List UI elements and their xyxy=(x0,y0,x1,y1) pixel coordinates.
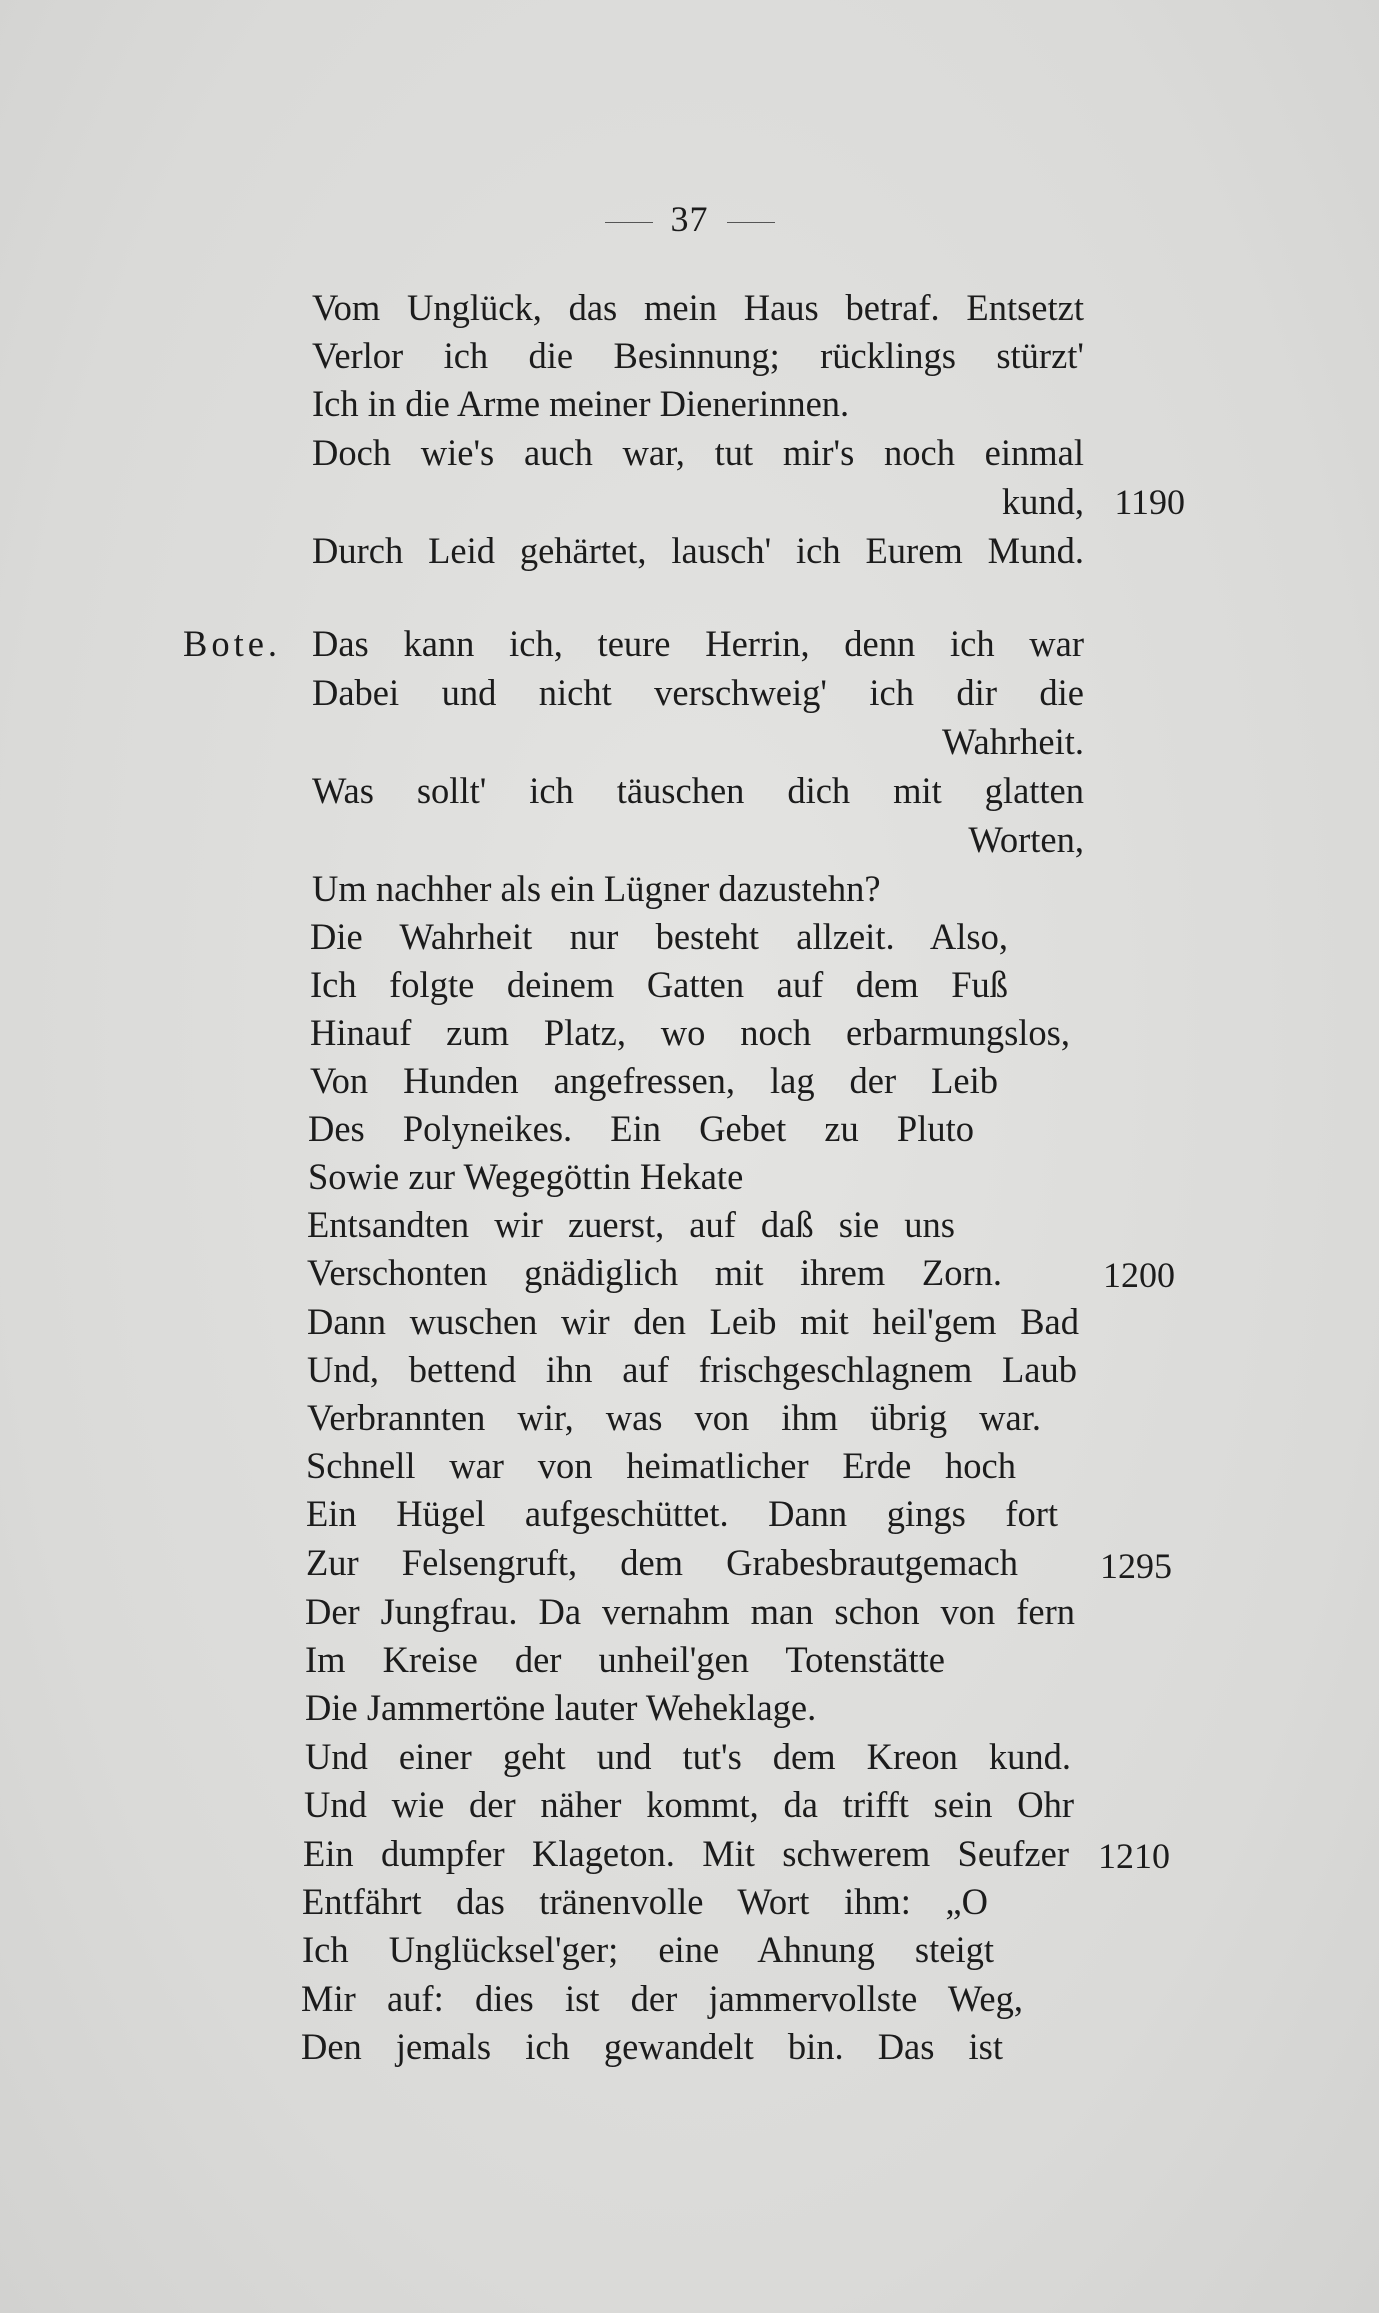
line-number: 1295 xyxy=(1100,1546,1172,1586)
page-number: 37 xyxy=(0,198,1379,240)
verse-line: Entfährt das tränenvolle Wort ihm: „O xyxy=(302,1881,988,1922)
verse-line: Des Polyneikes. Ein Gebet zu Pluto xyxy=(308,1108,974,1149)
page-number-dash-left xyxy=(605,222,653,223)
verse-line: Um nachher als ein Lügner dazustehn? xyxy=(312,868,881,909)
line-number: 1210 xyxy=(1098,1836,1170,1876)
verse-line: Sowie zur Wegegöttin Hekate xyxy=(308,1156,744,1197)
verse-line: Entsandten wir zuerst, auf daß sie uns xyxy=(307,1204,955,1245)
verse-line: Ich Unglücksel'ger; eine Ahnung steigt xyxy=(302,1929,994,1970)
verse-line: Doch wie's auch war, tut mir's noch einmal xyxy=(312,432,1084,473)
page-number-dash-right xyxy=(727,222,775,223)
verse-line: Schnell war von heimatlicher Erde hoch xyxy=(306,1445,1016,1486)
verse-line: Dabei und nicht verschweig' ich dir die xyxy=(312,672,1084,713)
line-number: 1190 xyxy=(1114,482,1185,522)
verse-line: Der Jungfrau. Da vernahm man schon von fern xyxy=(305,1591,1075,1632)
verse-line: Das kann ich, teure Herrin, denn ich war xyxy=(312,623,1084,664)
verse-line: Ein Hügel aufgeschüttet. Dann gings fort xyxy=(306,1493,1058,1534)
verse-line: Durch Leid gehärtet, lausch' ich Eurem Mund. xyxy=(312,530,1084,571)
verse-line: Die Wahrheit nur besteht allzeit. Also, xyxy=(310,916,1008,957)
verse-line-continuation: Worten, xyxy=(968,819,1084,860)
verse-line: Und einer geht und tut's dem Kreon kund. xyxy=(305,1736,1071,1777)
verse-line: Verschonten gnädiglich mit ihrem Zorn. xyxy=(307,1252,1002,1293)
speaker-label: Bote. xyxy=(183,623,282,664)
verse-line-continuation: kund, xyxy=(1001,481,1084,522)
verse-line: Mir auf: dies ist der jammervollste Weg, xyxy=(301,1978,1023,2019)
verse-line: Von Hunden angefressen, lag der Leib xyxy=(310,1060,998,1101)
verse-line: Was sollt' ich täuschen dich mit glatten xyxy=(312,770,1084,811)
verse-line: Und wie der näher kommt, da trifft sein Ohr xyxy=(304,1784,1074,1825)
verse-line: Verbrannten wir, was von ihm übrig war. xyxy=(307,1397,1041,1438)
verse-line: Die Jammertöne lauter Weheklage. xyxy=(305,1687,817,1728)
verse-line: Im Kreise der unheil'gen Totenstätte xyxy=(305,1639,945,1680)
verse-line-continuation: Wahrheit. xyxy=(942,721,1084,762)
verse-line: Ich in die Arme meiner Dienerinnen. xyxy=(312,383,850,424)
verse-line: Dann wuschen wir den Leib mit heil'gem Bad xyxy=(307,1301,1079,1342)
verse-line: Zur Felsengruft, dem Grabesbrautgemach xyxy=(306,1542,1018,1583)
verse-line: Den jemals ich gewandelt bin. Das ist xyxy=(301,2026,1003,2067)
verse-line: Verlor ich die Besinnung; rücklings stürzt' xyxy=(312,335,1084,376)
verse-line: Ein dumpfer Klageton. Mit schwerem Seufzer xyxy=(303,1833,1069,1874)
verse-line: Hinauf zum Platz, wo noch erbarmungslos, xyxy=(310,1012,1070,1053)
verse-line: Ich folgte deinem Gatten auf dem Fuß xyxy=(310,964,1008,1005)
line-number: 1200 xyxy=(1103,1255,1175,1295)
verse-line: Und, bettend ihn auf frischgeschlagnem Laub xyxy=(307,1349,1077,1390)
verse-line: Vom Unglück, das mein Haus betraf. Entsetzt xyxy=(312,287,1084,328)
